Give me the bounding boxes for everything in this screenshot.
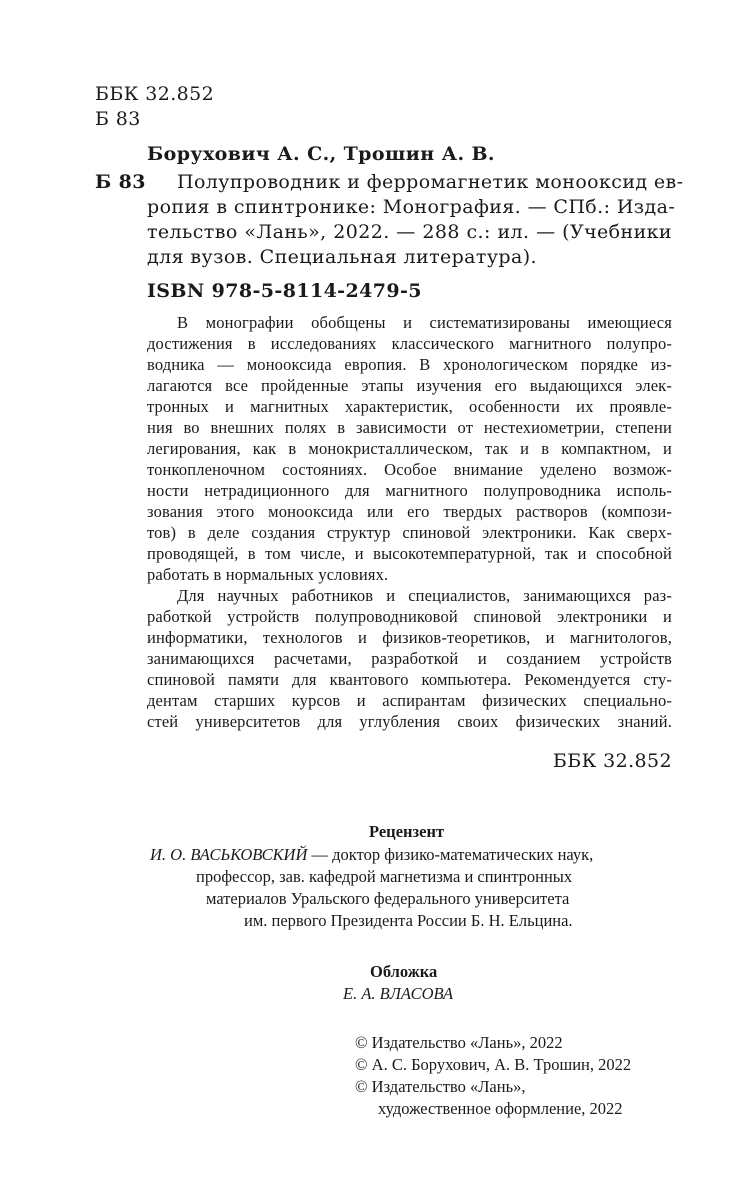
annotation-line: работать в нормальных условиях.	[147, 565, 389, 584]
description-line: тельство «Лань», 2022. — 288 с.: ил. — (Учебники	[147, 221, 672, 243]
bbk-code-top: ББК 32.852	[95, 83, 215, 105]
annotation-line: ности нетрадиционного для магнитного полупроводника исполь-	[147, 481, 672, 500]
reviewer-name: И. О. ВАСЬКОВСКИЙ	[150, 845, 308, 864]
annotation-line: проводящей, в том числе, и высокотемпературной, так и способной	[147, 544, 672, 563]
author-mark-top: Б 83	[95, 108, 141, 130]
isbn: ISBN 978-5-8114-2479-5	[147, 280, 422, 302]
annotation-line: зования этого монооксида или его твердых растворов (компози-	[147, 502, 672, 521]
annotation-line: спиновой памяти для квантового компьютера. Рекомендуется сту-	[147, 670, 672, 689]
copyright-line: © Издательство «Лань», 2022	[355, 1033, 563, 1052]
description-line: Полупроводник и ферромагнетик монооксид ев-	[177, 171, 684, 193]
entry-mark: Б 83	[95, 171, 146, 193]
description-line: для вузов. Специальная литература).	[147, 246, 537, 268]
annotation-line: легирования, как в монокристаллическом, так и в компактном, и	[147, 439, 672, 458]
annotation-line: стей университетов для углубления своих физических знаний.	[147, 712, 672, 731]
annotation-line: тонкопленочном состояниях. Особое внимание уделено возмож-	[147, 460, 672, 479]
reviewer-line: материалов Уральского федерального университета	[206, 889, 570, 908]
annotation-line: Для научных работников и специалистов, занимающихся раз-	[177, 586, 672, 605]
annotation-line: дентам старших курсов и аспирантам физических специально-	[147, 691, 672, 710]
bbk-code-bottom: ББК 32.852	[552, 750, 672, 772]
annotation-line: тов) в деле создания структур спиновой электроники. Как сверх-	[147, 523, 672, 542]
copyright-line: художественное оформление, 2022	[378, 1099, 623, 1118]
reviewer-title: — доктор физико-математических наук,	[307, 845, 594, 864]
annotation-line: информатики, технологов и физиков-теоретиков, и магнитологов,	[147, 628, 672, 647]
annotation-line: ния во внешних полях в зависимости от нестехиометрии, степени	[147, 418, 672, 437]
description-line: ропия в спинтронике: Монография. — СПб.: Изда-	[147, 196, 676, 218]
annotation-line: достижения в исследованиях классического магнитного полупро-	[147, 334, 672, 353]
authors-heading: Борухович А. С., Трошин А. В.	[147, 143, 495, 165]
annotation-line: лагаются все пройденные этапы изучения его выдающихся элек-	[147, 376, 672, 395]
reviewer-line: им. первого Президента России Б. Н. Ельцина.	[244, 911, 573, 930]
annotation-line: В монографии обобщены и систематизированы имеющиеся	[177, 313, 672, 332]
copyright-line: © Издательство «Лань»,	[355, 1077, 526, 1096]
reviewer-line: профессор, зав. кафедрой магнетизма и спинтронных	[196, 867, 573, 886]
reviewer-heading: Рецензент	[369, 822, 445, 841]
annotation-line: занимающихся расчетами, разработкой и созданием устройств	[147, 649, 672, 668]
copyright-line: © А. С. Борухович, А. В. Трошин, 2022	[355, 1055, 632, 1074]
annotation-line: водника — монооксида европия. В хронологическом порядке из-	[147, 355, 672, 374]
cover-designer: Е. А. ВЛАСОВА	[343, 984, 454, 1003]
cover-heading: Обложка	[370, 962, 438, 981]
annotation-line: работкой устройств полупроводниковой спиновой электроники и	[147, 607, 672, 626]
annotation-line: тронных и магнитных характеристик, особенности их проявле-	[147, 397, 672, 416]
reviewer-line	[150, 845, 593, 865]
